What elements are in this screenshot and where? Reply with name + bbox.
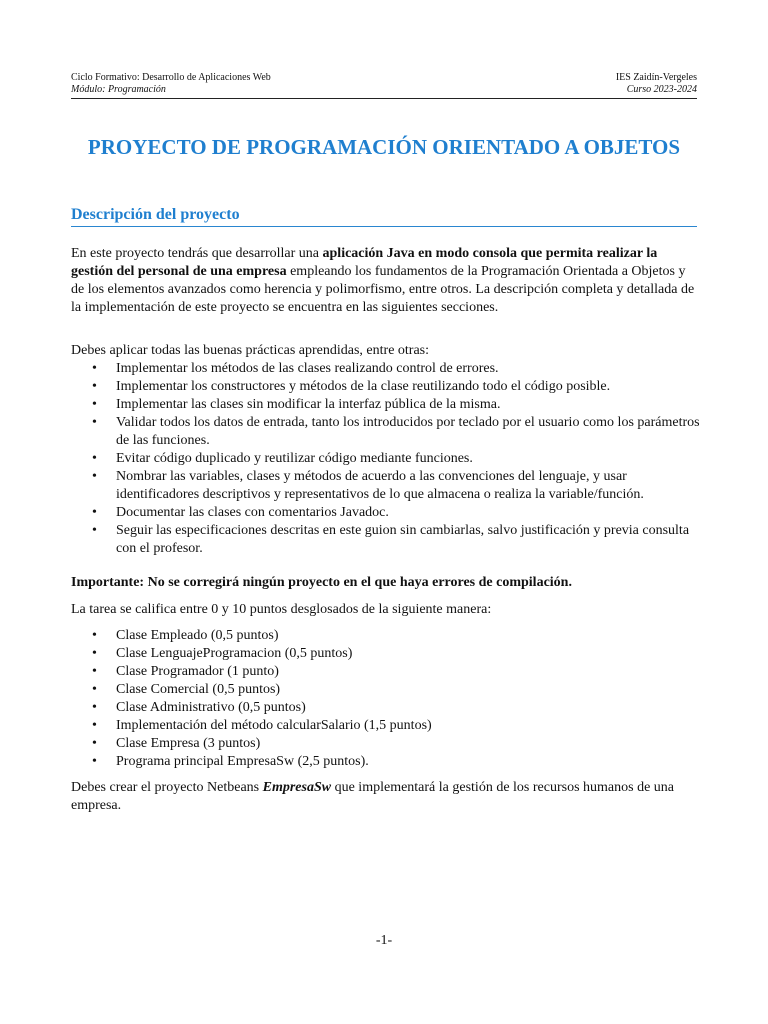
- bullet-icon: •: [92, 718, 97, 733]
- closing-text-end: que implementará la gestión de los recursos humanos de una empresa.: [71, 780, 674, 813]
- important-note: Importante: No se corregirá ningún proyecto en el que haya errores de compilación.: [71, 575, 572, 590]
- closing-paragraph: [71, 779, 701, 815]
- bullet-icon: •: [92, 505, 97, 520]
- intro-paragraph: [71, 245, 701, 317]
- list-item: • Clase Empresa (3 puntos): [92, 736, 261, 751]
- project-name: EmpresaSw: [262, 780, 332, 795]
- grading-list: [71, 627, 701, 771]
- bullet-icon: •: [92, 469, 97, 484]
- bullet-icon: •: [92, 523, 97, 538]
- header-school: IES Zaidín-Vergeles: [615, 72, 697, 83]
- bullet-icon: •: [92, 646, 97, 661]
- bullet-icon: •: [92, 451, 97, 466]
- list-item: • Clase Empleado (0,5 puntos): [92, 628, 279, 643]
- list-item: • Clase Comercial (0,5 puntos): [92, 682, 281, 697]
- list-item: • Nombrar las variables, clases y métodos de acuerdo a las convenciones del lenguaje, y usar identificadores descriptivos y representativos de lo que almacena o realiza la variable/función.: [92, 469, 644, 502]
- page-header: [71, 72, 697, 99]
- header-right: [616, 72, 697, 96]
- list-item: • Programa principal EmpresaSw (2,5 puntos).: [92, 754, 369, 769]
- header-course: Ciclo Formativo: Desarrollo de Aplicaciones Web: [71, 72, 271, 83]
- list-item: • Evitar código duplicado y reutilizar código mediante funciones.: [92, 451, 473, 466]
- page-number: -1-: [375, 933, 393, 948]
- grading-lead: La tarea se califica entre 0 y 10 puntos desglosados de la siguiente manera:: [71, 602, 492, 617]
- list-item: • Implementar las clases sin modificar la interfaz pública de la misma.: [92, 397, 501, 412]
- practices-list: [71, 360, 701, 558]
- list-item: • Documentar las clases con comentarios Javadoc.: [92, 505, 389, 520]
- bullet-icon: •: [92, 754, 97, 769]
- bullet-icon: •: [92, 664, 97, 679]
- closing-text-start: Debes crear el proyecto Netbeans: [71, 780, 263, 795]
- list-item: • Clase Administrativo (0,5 puntos): [92, 700, 306, 715]
- header-left: [71, 72, 271, 96]
- bullet-icon: •: [92, 415, 97, 430]
- bullet-icon: •: [92, 628, 97, 643]
- section-heading: Descripción del proyecto: [71, 205, 697, 227]
- list-item: • Seguir las especificaciones descritas en este guion sin cambiarlas, salvo justificación y previa consulta con el profesor.: [92, 523, 690, 556]
- header-module: Módulo: Programación: [71, 84, 166, 95]
- bullet-icon: •: [92, 700, 97, 715]
- bullet-icon: •: [92, 682, 97, 697]
- bullet-icon: •: [92, 379, 97, 394]
- list-item: • Validar todos los datos de entrada, tanto los introducidos por teclado por el usuario como los parámetros de las funciones.: [92, 415, 700, 448]
- intro-text-end: empleando los fundamentos de la Programación Orientada a Objetos y de los elementos avanzados como herencia y polimorfismo, entre otros. La descripción completa y detallada de la implementación de este proyecto se encuentra en las siguientes secciones.: [71, 264, 695, 315]
- intro-text-start: En este proyecto tendrás que desarrollar una: [71, 246, 323, 261]
- list-item: • Clase LenguajeProgramacion (0,5 puntos): [92, 646, 353, 661]
- list-item: • Implementación del método calcularSalario (1,5 puntos): [92, 718, 432, 733]
- list-item: • Implementar los métodos de las clases realizando control de errores.: [92, 361, 499, 376]
- practices-lead: Debes aplicar todas las buenas prácticas aprendidas, entre otras:: [71, 343, 430, 358]
- bullet-icon: •: [92, 397, 97, 412]
- bullet-icon: •: [92, 361, 97, 376]
- list-item: • Clase Programador (1 punto): [92, 664, 279, 679]
- document-title: PROYECTO DE PROGRAMACIÓN ORIENTADO A OBJETOS: [87, 135, 681, 159]
- bullet-icon: •: [92, 736, 97, 751]
- list-item: • Implementar los constructores y métodos de la clase reutilizando todo el código posible.: [92, 379, 611, 394]
- header-year: Curso 2023-2024: [626, 84, 697, 95]
- intro-bold-text: aplicación Java en modo consola que permita realizar la gestión del personal de una empresa: [71, 246, 658, 279]
